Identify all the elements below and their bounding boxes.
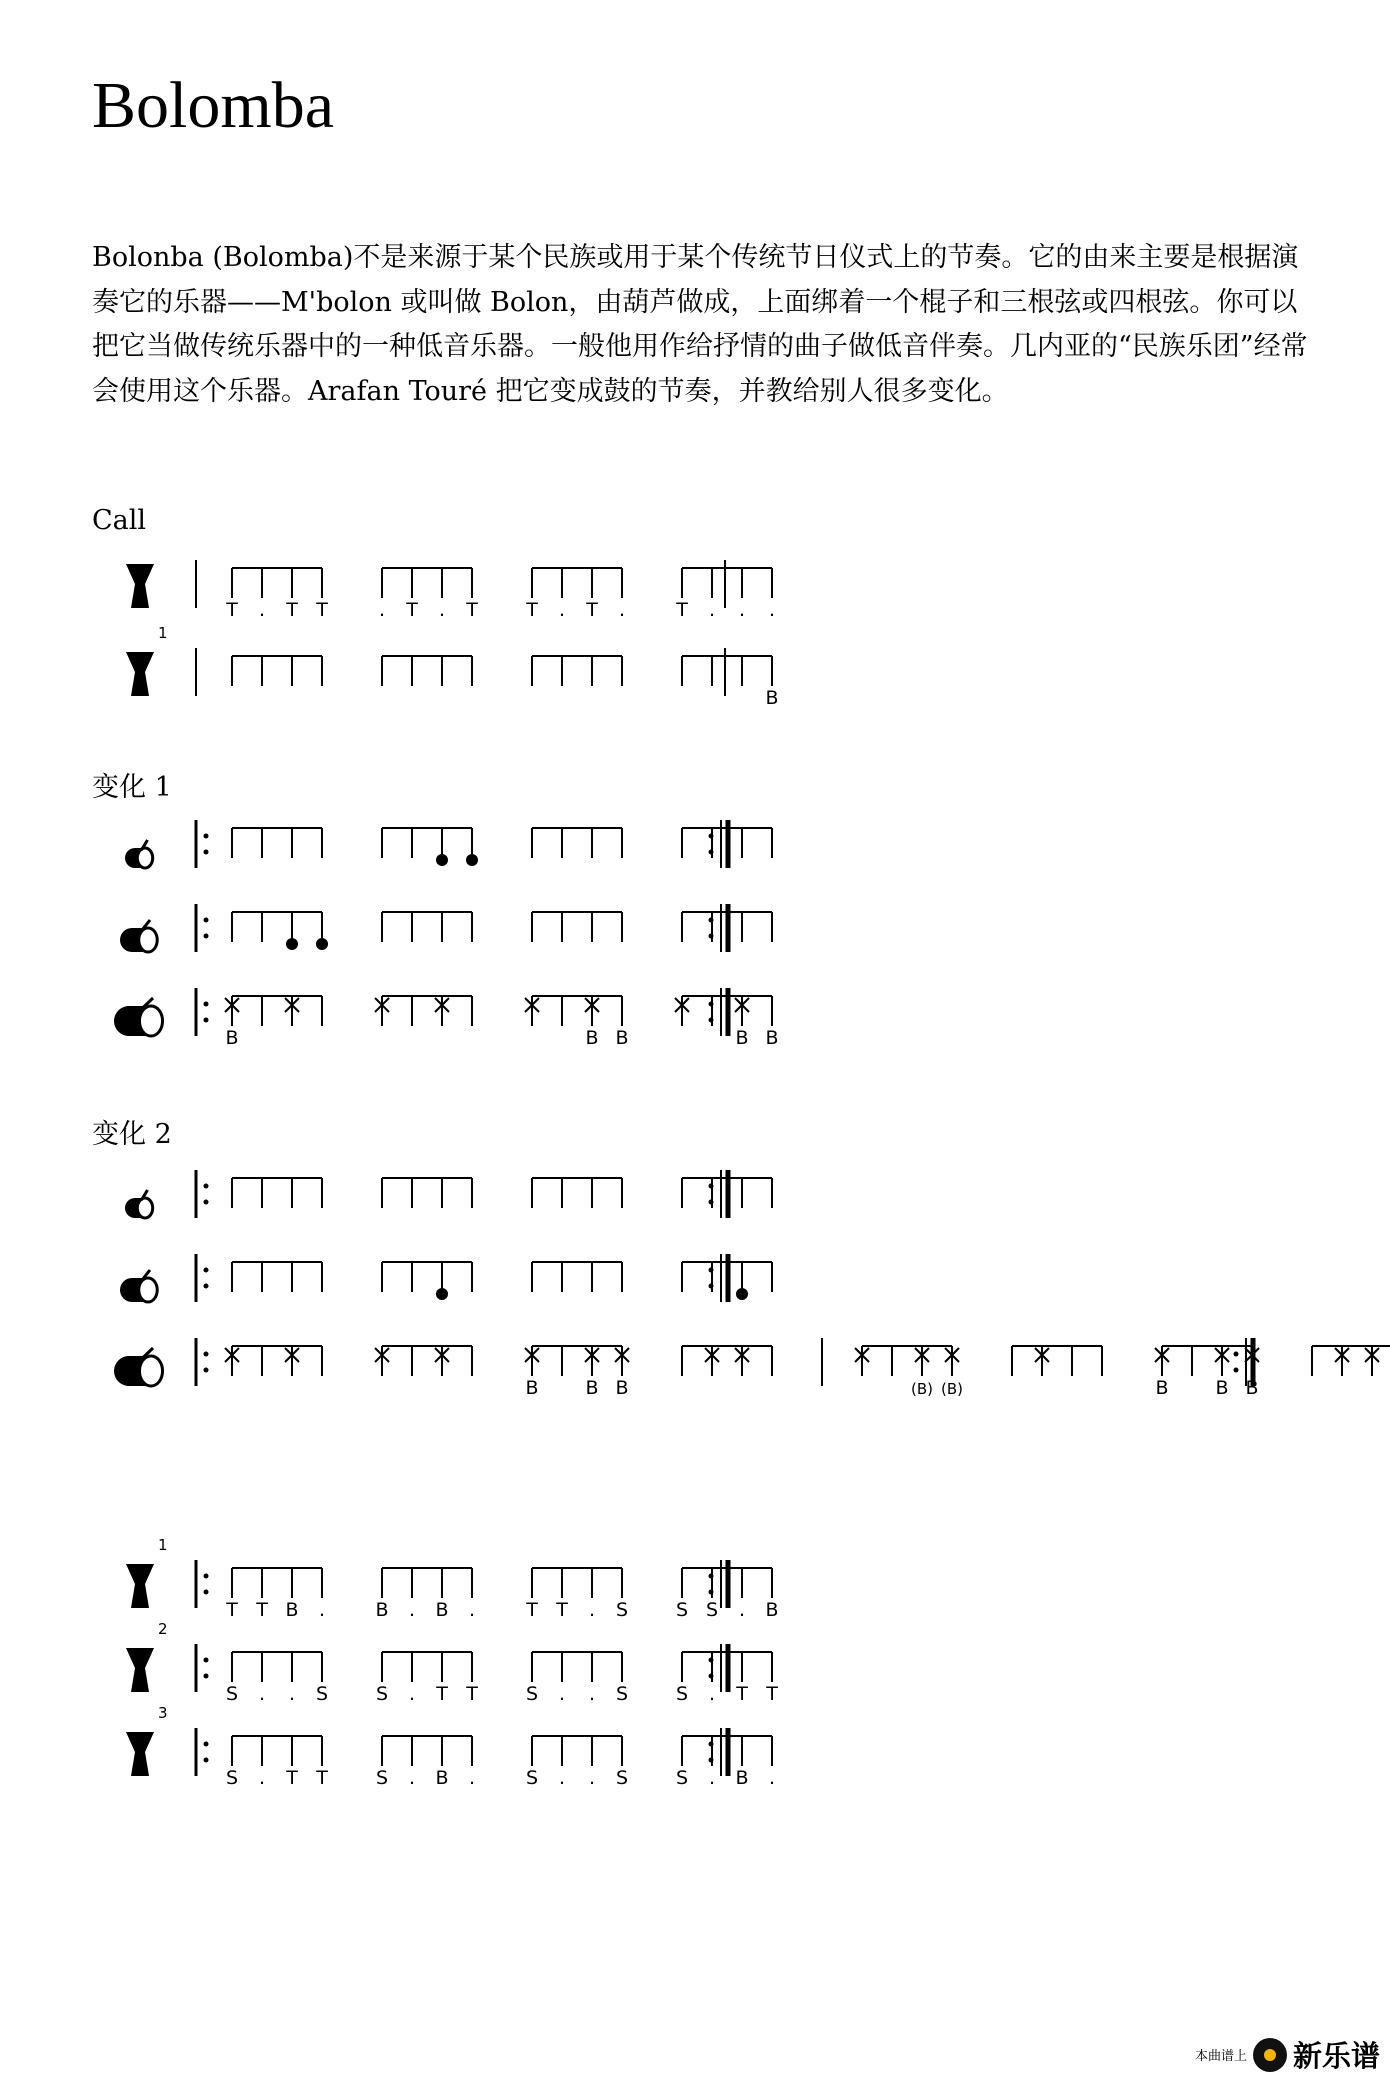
dundunba-icon	[139, 1356, 162, 1386]
stroke-label: .	[708, 1683, 716, 1705]
stroke-label: .	[588, 1767, 596, 1789]
stroke-label: .	[468, 1599, 476, 1621]
instrument-number: 1	[158, 624, 168, 642]
repeat-dot	[204, 834, 209, 839]
stroke-label: B	[525, 1377, 539, 1399]
stroke-label: .	[558, 599, 566, 621]
stroke-label: S	[315, 1683, 329, 1705]
stroke-label: B	[435, 1767, 449, 1789]
repeat-dot	[204, 1200, 209, 1205]
repeat-dot	[204, 1674, 209, 1679]
section-label-variation-2: 变化 2	[92, 1119, 172, 1150]
stroke-label: .	[768, 599, 776, 621]
repeat-dot	[204, 1658, 209, 1663]
repeat-dot	[204, 1352, 209, 1357]
stroke-label: .	[558, 1683, 566, 1705]
stroke-label: S	[225, 1767, 239, 1789]
repeat-dot	[709, 1590, 714, 1595]
instrument-number: 3	[158, 1704, 168, 1722]
repeat-dot	[204, 1184, 209, 1189]
stroke-label: .	[258, 1683, 266, 1705]
intro-paragraph: Bolonba (Bolomba)不是来源于某个民族或用于某个传统节日仪式上的节奏。它的由来主要是根据演奏它的乐器——M'bolon 或叫做 Bolon，由葫芦做成，上面绑着一个棍子和三根弦或四根弦。你可以把它当做传统乐器中的一种低音乐器。一般他用作给抒情的曲子做低音伴奏。几内亚的“民族乐团”经常会使用这个乐器。Arafan Touré 把它变成鼓的节奏，并教给别人很多变化。	[92, 242, 1308, 407]
stroke-label: B	[1245, 1377, 1259, 1399]
kenkeni-icon	[137, 1198, 152, 1218]
stroke-label: B	[735, 1027, 749, 1049]
stroke-label: T	[526, 1599, 538, 1621]
repeat-dot	[709, 934, 714, 939]
stroke-label: S	[675, 1599, 689, 1621]
repeat-dot	[709, 850, 714, 855]
stroke-label: T	[436, 1683, 448, 1705]
repeat-dot	[709, 918, 714, 923]
sangban-icon	[139, 928, 157, 952]
page-title: Bolomba	[92, 69, 334, 142]
stroke-label: B	[765, 1027, 779, 1049]
stroke-label: B	[765, 687, 779, 709]
stroke-label: T	[406, 599, 418, 621]
repeat-dot	[204, 934, 209, 939]
djembe-icon	[126, 564, 154, 608]
stroke-label: .	[258, 1767, 266, 1789]
stroke-label: .	[618, 599, 626, 621]
stroke-label: T	[766, 1683, 778, 1705]
stroke-label: T	[526, 599, 538, 621]
stroke-label: T	[286, 599, 298, 621]
stroke-label: .	[408, 1599, 416, 1621]
repeat-dot	[709, 1184, 714, 1189]
stroke-label: .	[318, 1599, 326, 1621]
repeat-dot	[204, 850, 209, 855]
stroke-label: S	[375, 1767, 389, 1789]
stroke-label: .	[438, 599, 446, 621]
repeat-dot	[709, 1658, 714, 1663]
repeat-dot	[204, 1574, 209, 1579]
stroke-label: B	[615, 1027, 629, 1049]
stroke-label: S	[675, 1683, 689, 1705]
stroke-label: .	[468, 1767, 476, 1789]
repeat-dot	[204, 1002, 209, 1007]
stroke-label: .	[558, 1767, 566, 1789]
repeat-dot	[204, 1758, 209, 1763]
stroke-label: T	[736, 1683, 748, 1705]
stroke-label: S	[525, 1767, 539, 1789]
note-dot	[436, 854, 448, 866]
djembe-icon	[126, 1732, 154, 1776]
stroke-label: T	[556, 1599, 568, 1621]
repeat-dot	[1234, 1368, 1239, 1373]
stroke-label: B	[615, 1377, 629, 1399]
stroke-label: T	[586, 599, 598, 621]
repeat-dot	[709, 834, 714, 839]
repeat-dot	[204, 918, 209, 923]
stroke-label: (B)	[941, 1380, 963, 1398]
repeat-dot	[709, 1284, 714, 1289]
stroke-label: T	[226, 599, 238, 621]
repeat-dot	[709, 1742, 714, 1747]
section-label-variation-1: 变化 1	[92, 772, 172, 803]
repeat-dot	[709, 1268, 714, 1273]
footer-brand-name: 新乐谱	[1292, 2039, 1380, 2073]
footer-caption: 本曲谱上	[1194, 2049, 1247, 2064]
stroke-label: .	[588, 1683, 596, 1705]
repeat-dot	[204, 1742, 209, 1747]
stroke-label: .	[708, 599, 716, 621]
repeat-dot	[709, 1018, 714, 1023]
repeat-dot	[204, 1590, 209, 1595]
stroke-label: .	[708, 1767, 716, 1789]
note-dot	[316, 938, 328, 950]
djembe-icon	[126, 652, 154, 696]
stroke-label: .	[768, 1767, 776, 1789]
stroke-label: .	[288, 1683, 296, 1705]
stroke-label: T	[316, 599, 328, 621]
stroke-label: .	[588, 1599, 596, 1621]
stroke-label: S	[225, 1683, 239, 1705]
stroke-label: T	[226, 1599, 238, 1621]
stroke-label: .	[408, 1683, 416, 1705]
stroke-label: .	[378, 599, 386, 621]
note-dot	[286, 938, 298, 950]
stroke-label: .	[738, 1599, 746, 1621]
footer-brand	[1195, 2034, 1380, 2075]
stroke-label: B	[285, 1599, 299, 1621]
stroke-label: S	[705, 1599, 719, 1621]
repeat-dot	[204, 1368, 209, 1373]
stroke-label: B	[585, 1377, 599, 1399]
repeat-dot	[204, 1268, 209, 1273]
stroke-label: B	[585, 1027, 599, 1049]
stroke-label: T	[676, 599, 688, 621]
djembe-icon	[126, 1564, 154, 1608]
stroke-label: T	[316, 1767, 328, 1789]
stroke-label: T	[466, 599, 478, 621]
note-dot	[436, 1288, 448, 1300]
repeat-dot	[204, 1018, 209, 1023]
stroke-label: B	[375, 1599, 389, 1621]
stroke-label: B	[1155, 1377, 1169, 1399]
stroke-label: B	[765, 1599, 779, 1621]
sangban-icon	[139, 1278, 157, 1302]
repeat-dot	[709, 1674, 714, 1679]
stroke-label: T	[256, 1599, 268, 1621]
stroke-label: S	[615, 1683, 629, 1705]
stroke-label: B	[435, 1599, 449, 1621]
note-dot	[736, 1288, 748, 1300]
stroke-label: .	[408, 1767, 416, 1789]
djembe-icon	[126, 1648, 154, 1692]
xinyuepu-logo-icon	[1253, 2038, 1287, 2072]
stroke-label: S	[375, 1683, 389, 1705]
repeat-dot	[1234, 1352, 1239, 1357]
stroke-label: S	[615, 1599, 629, 1621]
stroke-label: B	[225, 1027, 239, 1049]
kenkeni-icon	[137, 848, 152, 868]
stroke-label: S	[525, 1683, 539, 1705]
stroke-label: B	[1215, 1377, 1229, 1399]
stroke-label: .	[738, 599, 746, 621]
dundunba-icon	[139, 1006, 162, 1036]
repeat-dot	[204, 1284, 209, 1289]
note-dot	[466, 854, 478, 866]
instrument-number: 1	[158, 1536, 168, 1554]
repeat-dot	[709, 1758, 714, 1763]
instrument-number: 2	[158, 1620, 168, 1638]
stroke-label: S	[615, 1767, 629, 1789]
repeat-dot	[709, 1200, 714, 1205]
stroke-label: S	[675, 1767, 689, 1789]
section-label-call: Call	[92, 505, 147, 536]
repeat-dot	[709, 1574, 714, 1579]
stroke-label: .	[258, 599, 266, 621]
repeat-dot	[709, 1002, 714, 1007]
stroke-label: T	[286, 1767, 298, 1789]
stroke-label: (B)	[911, 1380, 933, 1398]
stroke-label: T	[466, 1683, 478, 1705]
stroke-label: B	[735, 1767, 749, 1789]
